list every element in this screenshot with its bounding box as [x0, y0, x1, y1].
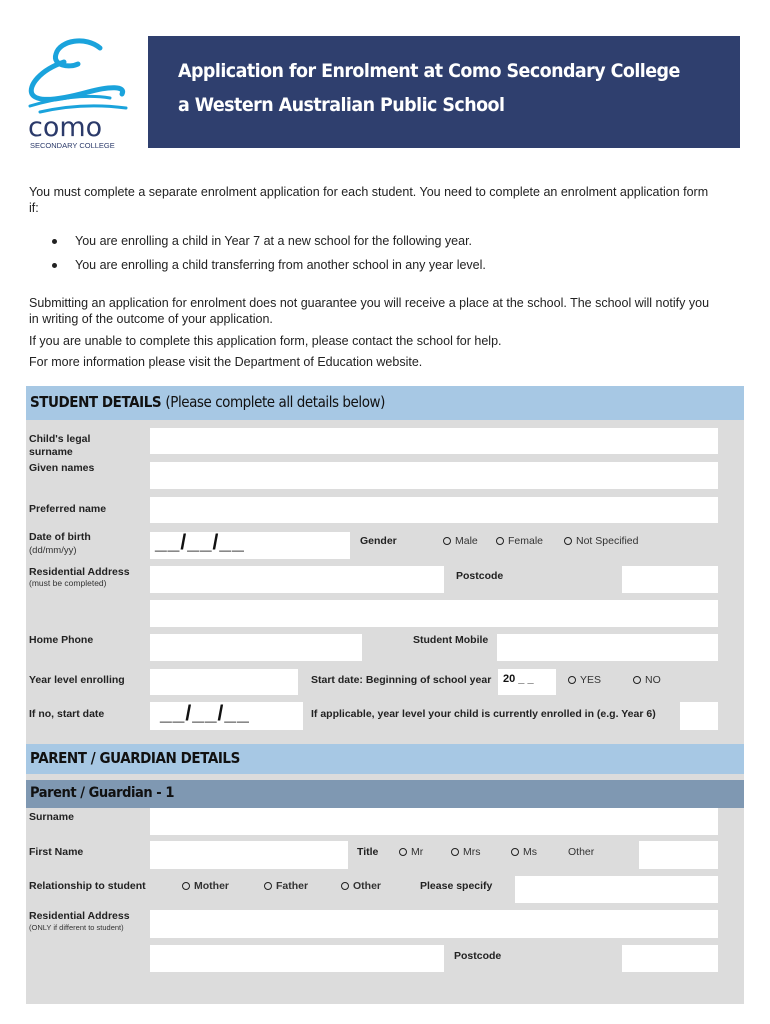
title-other-field[interactable]	[639, 841, 718, 869]
intro-paragraph-1: You must complete a separate enrolment application for each student. You need to complete an enrolment application form if:	[29, 185, 709, 215]
address-line-1-field[interactable]	[150, 566, 444, 593]
radio-icon	[451, 848, 459, 856]
parent-1-title: Parent / Guardian - 1	[30, 785, 174, 801]
year-level-label: Year level enrolling	[29, 674, 125, 686]
bullet-dot	[52, 239, 57, 244]
radio-icon	[341, 882, 349, 890]
title-ms-radio[interactable]: Ms	[511, 846, 537, 858]
student-details-title: STUDENT DETAILS	[30, 393, 162, 411]
year-level-field[interactable]	[150, 669, 298, 695]
start-date-label: Start date: Beginning of school year	[311, 674, 492, 686]
title-line-1: Application for Enrolment at Como Secondary College	[178, 60, 680, 82]
intro-bullet-2: You are enrolling a child transferring from another school in any year level.	[75, 258, 486, 272]
parent-first-name-field[interactable]	[150, 841, 348, 869]
radio-icon	[568, 676, 576, 684]
radio-icon	[399, 848, 407, 856]
parent-surname-label: Surname	[29, 811, 74, 823]
title-banner	[148, 36, 740, 148]
parent-address-line-2-field[interactable]	[150, 945, 444, 972]
address-label: Residential Address	[29, 566, 130, 578]
legal-surname-field[interactable]	[150, 428, 718, 454]
preferred-name-field[interactable]	[150, 497, 718, 523]
title-line-2: a Western Australian Public School	[178, 94, 505, 116]
preferred-name-label: Preferred name	[29, 503, 107, 515]
please-specify-label: Please specify	[420, 880, 493, 892]
radio-icon	[182, 882, 190, 890]
radio-icon	[564, 537, 572, 545]
alt-start-date-placeholder: __/__/__	[160, 702, 250, 725]
radio-icon	[633, 676, 641, 684]
title-other-label: Other	[568, 846, 595, 858]
dob-label: Date of birth	[29, 531, 91, 543]
parent-address-label: Residential Address	[29, 910, 130, 922]
intro-paragraph-3: If you are unable to complete this application form, please contact the school for help.	[29, 334, 502, 348]
student-mobile-label: Student Mobile	[413, 634, 489, 646]
start-yes-radio[interactable]: YES	[568, 674, 601, 686]
parent-address-line-1-field[interactable]	[150, 910, 718, 938]
current-year-level-label: If applicable, year level your child is currently enrolled in (e.g. Year 6)	[311, 708, 656, 720]
parent-postcode-field[interactable]	[622, 945, 718, 972]
radio-icon	[264, 882, 272, 890]
start-no-radio[interactable]: NO	[633, 674, 661, 686]
parent-details-header	[26, 744, 744, 774]
start-year-prefix: 20 _ _	[503, 673, 534, 685]
parent-address-note: (ONLY if different to student)	[29, 923, 124, 932]
gender-male-radio[interactable]: Male	[443, 535, 478, 547]
title-mr-radio[interactable]: Mr	[399, 846, 423, 858]
logo-wordmark: como	[28, 112, 103, 143]
parent-details-title: PARENT / GUARDIAN DETAILS	[30, 749, 240, 767]
address-line-2-field[interactable]	[150, 600, 718, 627]
given-names-field[interactable]	[150, 462, 718, 489]
intro-bullet-1: You are enrolling a child in Year 7 at a new school for the following year.	[75, 234, 473, 248]
relationship-mother-radio[interactable]: Mother	[182, 880, 229, 892]
legal-surname-label: Child's legal surname	[29, 433, 91, 458]
parent-1-header	[26, 780, 744, 808]
logo-subtitle: SECONDARY COLLEGE	[30, 141, 115, 150]
student-details-header	[26, 386, 744, 420]
gender-not-specified-radio[interactable]: Not Specified	[564, 535, 638, 547]
if-no-start-date-label: If no, start date	[29, 708, 105, 720]
given-names-label: Given names	[29, 462, 95, 474]
radio-icon	[511, 848, 519, 856]
gender-female-radio[interactable]: Female	[496, 535, 543, 547]
relationship-father-radio[interactable]: Father	[264, 880, 308, 892]
como-logo	[26, 34, 138, 152]
radio-icon	[496, 537, 504, 545]
intro-paragraph-2: Submitting an application for enrolment does not guarantee you will receive a place at the school. The school will notify you in writing of the outcome of your application.	[29, 296, 710, 326]
home-phone-label: Home Phone	[29, 634, 94, 646]
current-year-level-field[interactable]	[680, 702, 718, 730]
postcode-field[interactable]	[622, 566, 718, 593]
bullet-dot	[52, 263, 57, 268]
home-phone-field[interactable]	[150, 634, 362, 661]
dob-placeholder: __/__/__	[155, 531, 245, 554]
parent-first-name-label: First Name	[29, 846, 84, 858]
relationship-other-radio[interactable]: Other	[341, 880, 381, 892]
postcode-label: Postcode	[456, 570, 504, 582]
student-mobile-field[interactable]	[497, 634, 718, 661]
address-note: (must be completed)	[29, 578, 107, 588]
parent-surname-field[interactable]	[150, 808, 718, 835]
intro-paragraph-4: For more information please visit the Department of Education website.	[29, 355, 423, 369]
gender-label: Gender	[360, 535, 397, 547]
parent-postcode-label: Postcode	[454, 950, 502, 962]
title-mrs-radio[interactable]: Mrs	[451, 846, 481, 858]
relationship-specify-field[interactable]	[515, 876, 718, 903]
title-label: Title	[357, 846, 379, 858]
student-details-note: (Please complete all details below)	[165, 393, 385, 411]
dob-format-label: (dd/mm/yy)	[29, 545, 77, 556]
radio-icon	[443, 537, 451, 545]
relationship-label: Relationship to student	[29, 880, 146, 892]
